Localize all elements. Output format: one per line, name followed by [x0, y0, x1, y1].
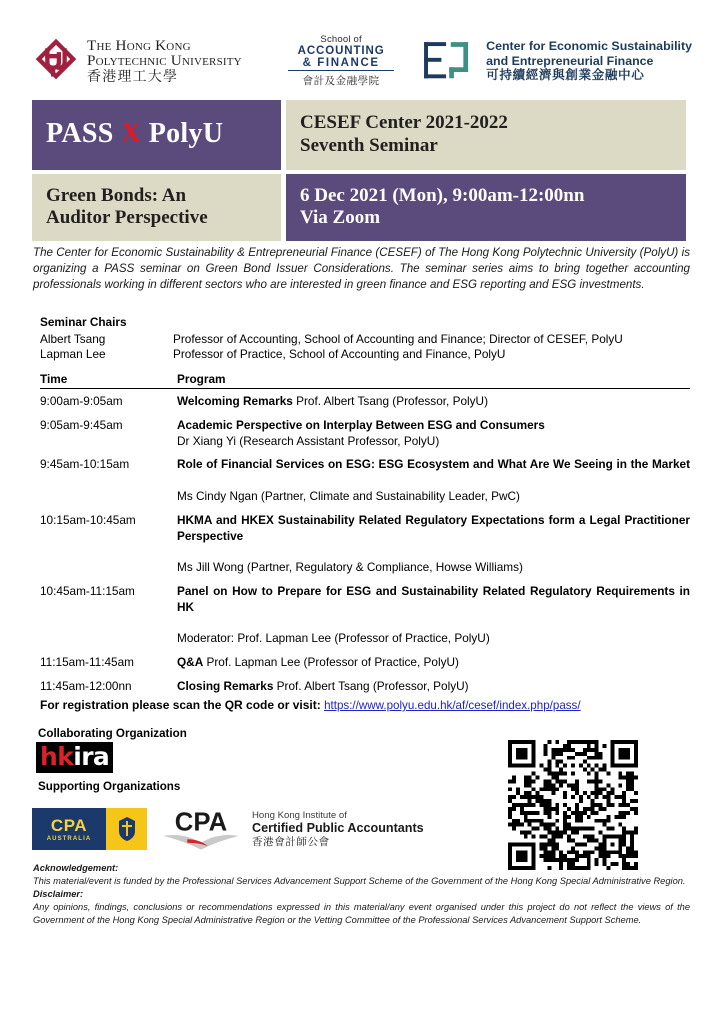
- series-line1: CESEF Center 2021-2022: [300, 112, 508, 133]
- seminar-topic-title: [32, 174, 281, 242]
- banner-row-top: [32, 100, 686, 170]
- seminar-datetime: [286, 174, 686, 242]
- program-row: [40, 655, 690, 671]
- polyu-wordmark: [87, 38, 242, 84]
- pass-x-polyu-title: [32, 100, 281, 170]
- program-row-content: [177, 394, 690, 410]
- cpa-australia-cpa-text: CPA: [50, 815, 88, 835]
- school-of-accounting-finance-logo: [286, 34, 396, 88]
- svg-text:CPA: CPA: [174, 808, 228, 837]
- program-rows-container: [40, 394, 690, 695]
- chair-name: Lapman Lee: [40, 347, 106, 362]
- pass-prefix: PASS: [46, 118, 121, 149]
- seminar-chairs-heading: Seminar Chairs: [40, 315, 127, 329]
- title-banner: [32, 100, 686, 241]
- hkicpa-chinese: 香港會計師公會: [252, 835, 330, 848]
- program-row-time: 11:45am-12:00nn: [40, 678, 132, 693]
- program-table-header: [40, 372, 690, 389]
- cesef-wordmark: [486, 39, 692, 82]
- cpa-australia-crest-panel: [106, 808, 147, 850]
- topic-line1: Green Bonds: An: [46, 184, 187, 206]
- saf-divider: [288, 70, 394, 71]
- datetime-line1: 6 Dec 2021 (Mon), 9:00am-12:00nn: [300, 184, 585, 206]
- acknowledgement-body: This material/event is funded by the Professional Services Advancement Support Scheme of the Government of the Hong Kong Special Administrative Region.: [33, 876, 686, 887]
- program-row-title: HKMA and HKEX Sustainability Related Regulatory Expectations form a Legal Practitioner Perspective: [177, 512, 690, 543]
- supporting-organizations-heading: Supporting Organizations: [38, 780, 181, 793]
- chair-role: Professor of Practice, School of Accounting and Finance, PolyU: [173, 347, 506, 362]
- polyu-logo: [32, 38, 276, 84]
- saf-line3: & FINANCE: [302, 57, 380, 69]
- column-header-time: Time: [40, 372, 68, 386]
- chair-row: [40, 347, 690, 363]
- polyu-knot-icon: [32, 38, 80, 84]
- saf-line2: ACCOUNTING: [297, 45, 385, 57]
- program-row-title: Closing Remarks: [177, 678, 274, 693]
- program-row-content: [177, 457, 690, 504]
- polyu-name-chinese: 香港理工大學: [87, 68, 179, 85]
- program-row-content: [177, 584, 690, 647]
- cpa-australia-country-text: AUSTRALIA: [46, 835, 92, 842]
- program-row: [40, 418, 690, 450]
- cesef-name-line1: Center for Economic Sustainability: [486, 39, 692, 54]
- seminar-chairs-section: [40, 315, 690, 363]
- hkicpa-wordmark: [252, 810, 424, 849]
- program-row-speaker: Ms Cindy Ngan (Partner, Climate and Sustainability Leader, PwC): [177, 488, 520, 503]
- program-row-time: 9:45am-10:15am: [40, 457, 130, 472]
- qr-code-image: [508, 740, 638, 870]
- datetime-line2: Via Zoom: [300, 207, 381, 229]
- program-row-title: Role of Financial Services on ESG: ESG Ecosystem and What Are We Seeing in the Market: [177, 457, 690, 472]
- pass-x-letter: X: [120, 118, 142, 149]
- polyu-name-line2: Polytechnic University: [87, 52, 242, 70]
- cpa-australia-logo: [32, 808, 147, 850]
- hkicpa-line1: Hong Kong Institute of: [252, 809, 347, 821]
- program-row: [40, 584, 690, 647]
- seminar-series-title: [286, 100, 686, 170]
- topic-line2: Auditor Perspective: [46, 207, 208, 229]
- hkira-hk-text: hk: [40, 742, 74, 771]
- cpa-australia-crest-icon: [117, 816, 137, 842]
- legal-footer: [33, 862, 690, 927]
- cesef-name-chinese: 可持續經濟與創業金融中心: [486, 67, 645, 83]
- pass-suffix: PolyU: [141, 118, 224, 149]
- saf-line1: School of: [320, 34, 362, 45]
- program-row-title: Academic Perspective on Interplay Between ESG and Consumers: [177, 417, 545, 432]
- cesef-name-line2: and Entrepreneurial Finance: [486, 53, 654, 68]
- program-row-title: Welcoming Remarks: [177, 394, 293, 408]
- chair-role: Professor of Accounting, School of Accounting and Finance; Director of CESEF, PolyU: [173, 331, 623, 346]
- disclaimer-heading: Disclaimer:: [33, 889, 84, 900]
- program-table: [40, 372, 690, 695]
- hkicpa-cpa-mark-icon: [158, 805, 244, 853]
- program-row-speaker: Prof. Albert Tsang (Professor, PolyU): [273, 678, 469, 693]
- cpa-australia-wordmark: [32, 808, 106, 850]
- program-row-title: Panel on How to Prepare for ESG and Sustainability Related Regulatory Requirements in HK: [177, 583, 690, 614]
- banner-row-bottom: [32, 174, 686, 242]
- program-row-speaker: Ms Jill Wong (Partner, Regulatory & Compliance, Howse Williams): [177, 560, 523, 575]
- chair-name: Albert Tsang: [40, 331, 106, 346]
- header-logo-bar: [32, 30, 692, 92]
- program-row: [40, 513, 690, 576]
- hkira-logo: [36, 742, 113, 773]
- acknowledgement-heading: Acknowledgement:: [33, 863, 119, 873]
- hkicpa-line2: Certified Public Accountants: [252, 821, 424, 836]
- program-row: [40, 394, 690, 410]
- program-row-time: 10:45am-11:15am: [40, 583, 135, 598]
- hkicpa-logo: [158, 805, 424, 853]
- program-row: [40, 457, 690, 504]
- program-row-time: 9:00am-9:05am: [40, 394, 123, 408]
- hkira-ira-text: ira: [73, 742, 110, 771]
- program-row-content: [177, 655, 690, 671]
- registration-line: [40, 698, 581, 712]
- program-row-time: 10:15am-10:45am: [40, 512, 136, 527]
- registration-url-link[interactable]: https://www.polyu.edu.hk/af/cesef/index.php/pass/: [324, 699, 581, 712]
- polyu-name-line1: The Hong Kong: [87, 36, 191, 54]
- program-row-speaker: Moderator: Prof. Lapman Lee (Professor of Practice, PolyU): [177, 631, 490, 646]
- program-row-content: [177, 513, 690, 576]
- program-row-speaker: Prof. Albert Tsang (Professor, PolyU): [292, 394, 488, 408]
- series-line2: Seventh Seminar: [300, 134, 438, 156]
- intro-paragraph: The Center for Economic Sustainability & Entrepreneurial Finance (CESEF) of The Hong Kong Polytechnic University (PolyU) is organizing a PASS seminar on Green Bond Issuer Considerations. The seminar series aims to bring together accounting professionals working in different sectors who are interested in green finance and ESG reporting and ESG investments.: [33, 246, 690, 291]
- chair-row: [40, 332, 690, 348]
- program-row-content: [177, 418, 690, 450]
- program-row-speaker: Dr Xiang Yi (Research Assistant Professor, PolyU): [177, 433, 440, 448]
- disclaimer-body: Any opinions, findings, conclusions or recommendations expressed in this material/any event organised under this project do not reflect the views of the Government of the Hong Kong Special Administrative Region or the Vetting Committee of the Professional Services Advancement Support Scheme.: [33, 902, 690, 926]
- program-row-time: 9:05am-9:45am: [40, 417, 123, 432]
- registration-qr-code[interactable]: [508, 740, 638, 870]
- program-row-speaker: Prof. Lapman Lee (Professor of Practice, PolyU): [203, 655, 459, 670]
- cesef-monogram-icon: [422, 39, 478, 83]
- program-row-time: 11:15am-11:45am: [40, 655, 134, 670]
- collaborating-organization-heading: Collaborating Organization: [38, 727, 187, 740]
- saf-chinese: 會計及金融學院: [302, 75, 380, 87]
- program-row-title: Q&A: [177, 655, 204, 670]
- registration-label: For registration please scan the QR code or visit:: [40, 698, 325, 712]
- cesef-logo: [422, 39, 692, 83]
- program-row: [40, 679, 690, 695]
- column-header-program: Program: [177, 372, 226, 386]
- program-row-content: [177, 679, 690, 695]
